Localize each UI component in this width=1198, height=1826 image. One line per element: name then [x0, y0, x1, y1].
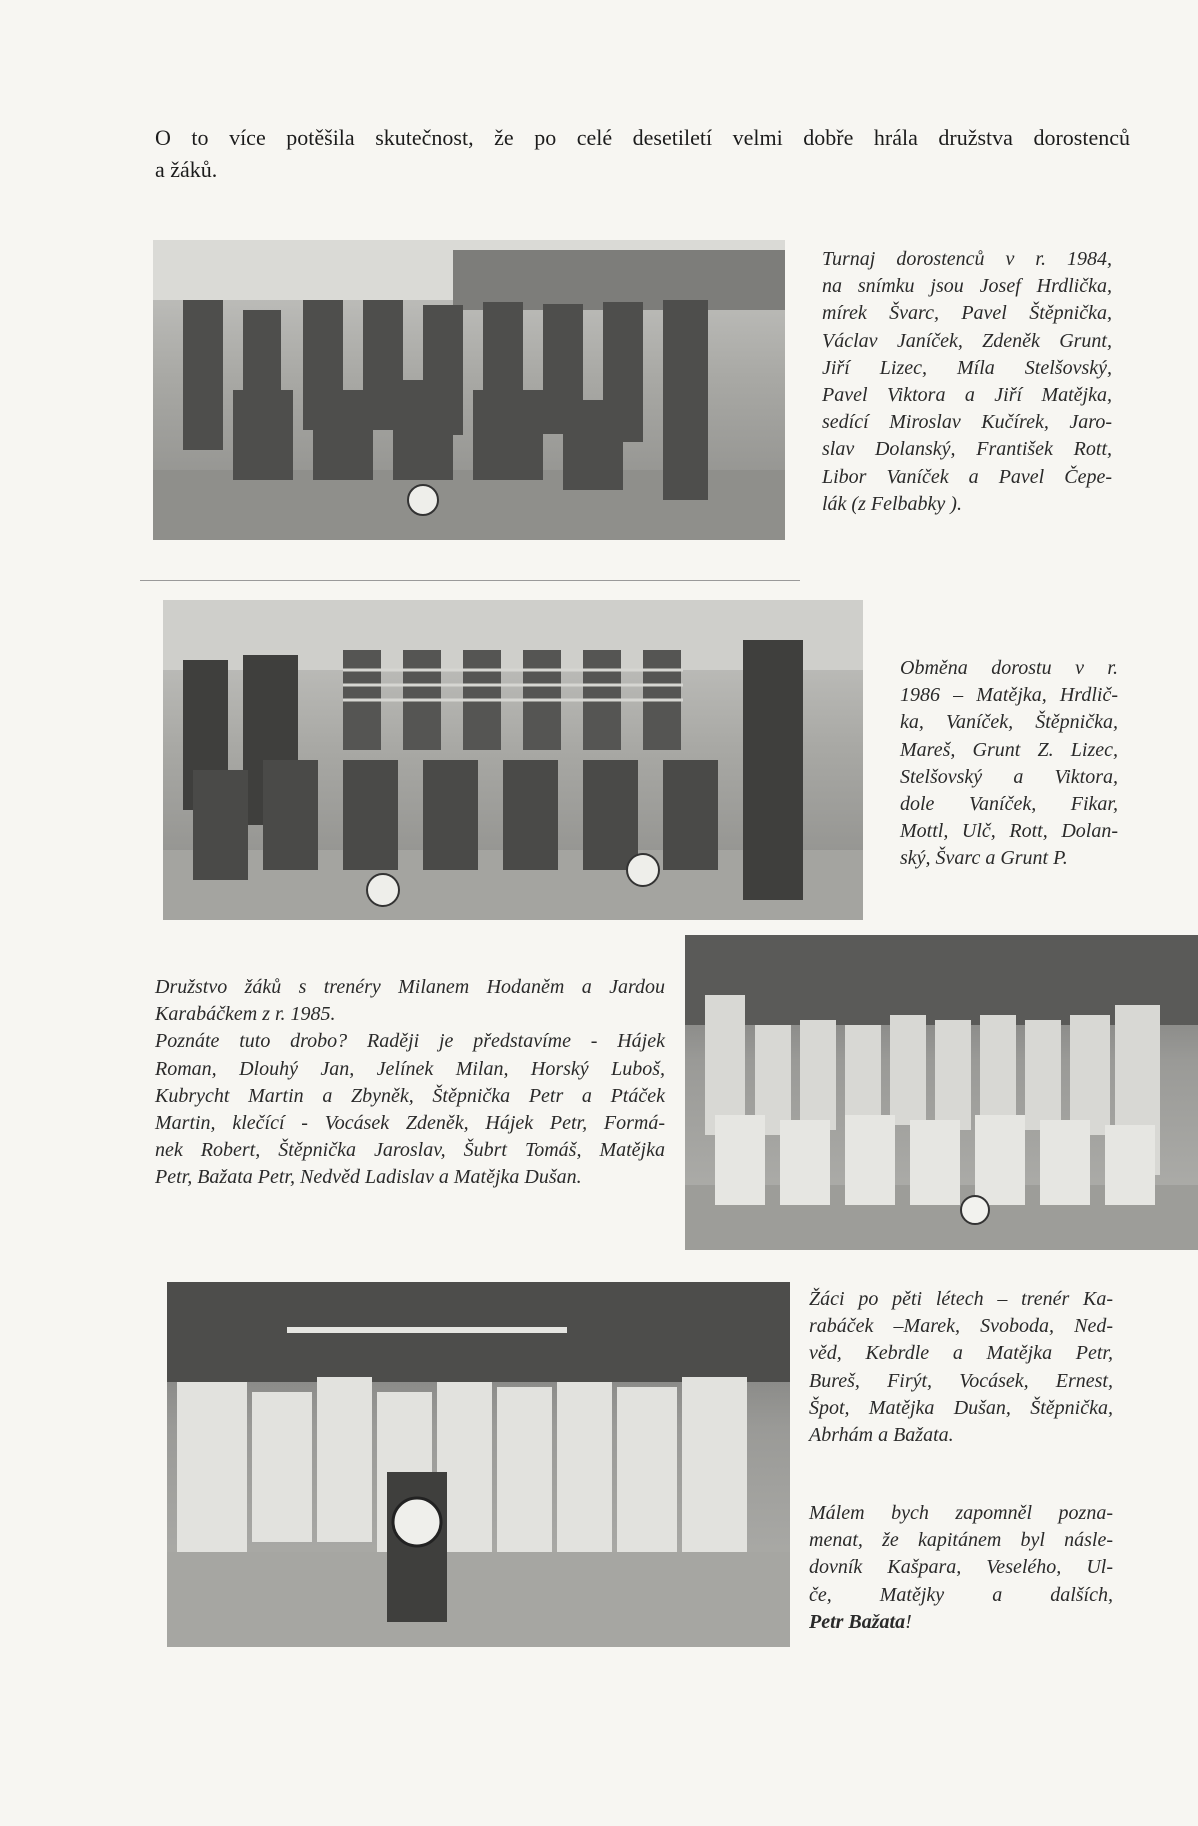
- caption-line: Bureš, Firýt, Vocásek, Ernest,: [809, 1369, 1113, 1392]
- caption-line: Abrhám a Bažata.: [809, 1424, 954, 1447]
- caption-line: Poznáte tuto drobo? Raději je představíme - Hájek: [155, 1030, 665, 1053]
- caption-line: mírek Švarc, Pavel Štěpnička,: [822, 302, 1112, 325]
- caption-line: Žáci po pěti létech – trenér Ka-: [809, 1288, 1113, 1310]
- caption-line: rabáček –Marek, Svoboda, Ned-: [809, 1315, 1113, 1338]
- caption-line: Jiří Lizec, Míla Stelšovský,: [822, 356, 1112, 379]
- caption-line: 1986 – Matějka, Hrdlič-: [900, 684, 1118, 707]
- caption-line: lák (z Felbabky ).: [822, 492, 962, 515]
- caption-line: Petr, Bažata Petr, Nedvěd Ladislav a Matějka Dušan.: [155, 1166, 582, 1189]
- caption-line: věd, Kebrdle a Matějka Petr,: [809, 1342, 1113, 1365]
- caption-line: dovník Kašpara, Veselého, Ul-: [809, 1556, 1113, 1579]
- caption-line: Kubrycht Martin a Zbyněk, Štěpnička Petr a Ptáček: [155, 1084, 665, 1107]
- caption-line: Turnaj dorostenců v r. 1984,: [822, 248, 1112, 270]
- caption-line: Málem bych zapomněl pozna-: [809, 1502, 1113, 1524]
- caption-youth-team-1984: [822, 246, 1112, 518]
- caption-line: Obměna dorostu v r.: [900, 657, 1118, 679]
- intro-line-1: O to více potěšila skutečnost, že po celé desetiletí velmi dobře hrála družstva dorostenců: [155, 125, 1130, 150]
- captain-name: Petr Bažata: [809, 1610, 906, 1633]
- caption-line: ka, Vaníček, Štěpnička,: [900, 711, 1118, 734]
- caption-line: Martin, klečící - Vocásek Zdeněk, Hájek Petr, Formá-: [155, 1112, 665, 1135]
- caption-line: dole Vaníček, Fikar,: [900, 793, 1118, 816]
- caption-line: sedící Miroslav Kučírek, Jaro-: [822, 411, 1112, 434]
- photo-youth-team-1984: [153, 240, 785, 540]
- caption-line: Václav Janíček, Zdeněk Grunt,: [822, 329, 1112, 352]
- caption-line: če, Matějky a dalších,: [809, 1583, 1113, 1606]
- caption-line: Mareš, Grunt Z. Lizec,: [900, 738, 1118, 761]
- caption-line: nek Robert, Štěpnička Jaroslav, Šubrt Tomáš, Matějka: [155, 1139, 665, 1162]
- caption-line: Stelšovský a Viktora,: [900, 765, 1118, 788]
- caption-line: slav Dolanský, František Rott,: [822, 438, 1112, 461]
- caption-line: Karabáčkem z r. 1985.: [155, 1003, 336, 1026]
- caption-line: ský, Švarc a Grunt P.: [900, 847, 1068, 870]
- photo-youth-team-1986: [163, 600, 863, 920]
- caption-line: Špot, Matějka Dušan, Štěpnička,: [809, 1396, 1113, 1419]
- caption-pupils-five-years-later: [809, 1286, 1113, 1449]
- caption-captain-note: [809, 1500, 1113, 1636]
- caption-pupils-team-1985: [155, 974, 665, 1192]
- intro-line-2: a žáků.: [155, 157, 218, 182]
- divider: [140, 580, 800, 581]
- caption-line: menat, že kapitánem byl násle-: [809, 1529, 1113, 1552]
- caption-line: Mottl, Ulč, Rott, Dolan-: [900, 820, 1118, 843]
- caption-line: Libor Vaníček a Pavel Čepe-: [822, 465, 1112, 488]
- caption-line: Družstvo žáků s trenéry Milanem Hodaněm a Jardou: [155, 976, 665, 998]
- intro-paragraph: [155, 122, 1130, 186]
- photo-pupils-five-years-later: [167, 1282, 790, 1647]
- caption-suffix: !: [905, 1610, 912, 1633]
- photo-pupils-team-1985: [685, 935, 1198, 1250]
- caption-youth-team-1986: [900, 655, 1118, 873]
- caption-last-line: [809, 1609, 1113, 1636]
- caption-line: Roman, Dlouhý Jan, Jelínek Milan, Horský Luboš,: [155, 1057, 665, 1080]
- caption-line: na snímku jsou Josef Hrdlička,: [822, 275, 1112, 298]
- caption-line: Pavel Viktora a Jiří Matějka,: [822, 384, 1112, 407]
